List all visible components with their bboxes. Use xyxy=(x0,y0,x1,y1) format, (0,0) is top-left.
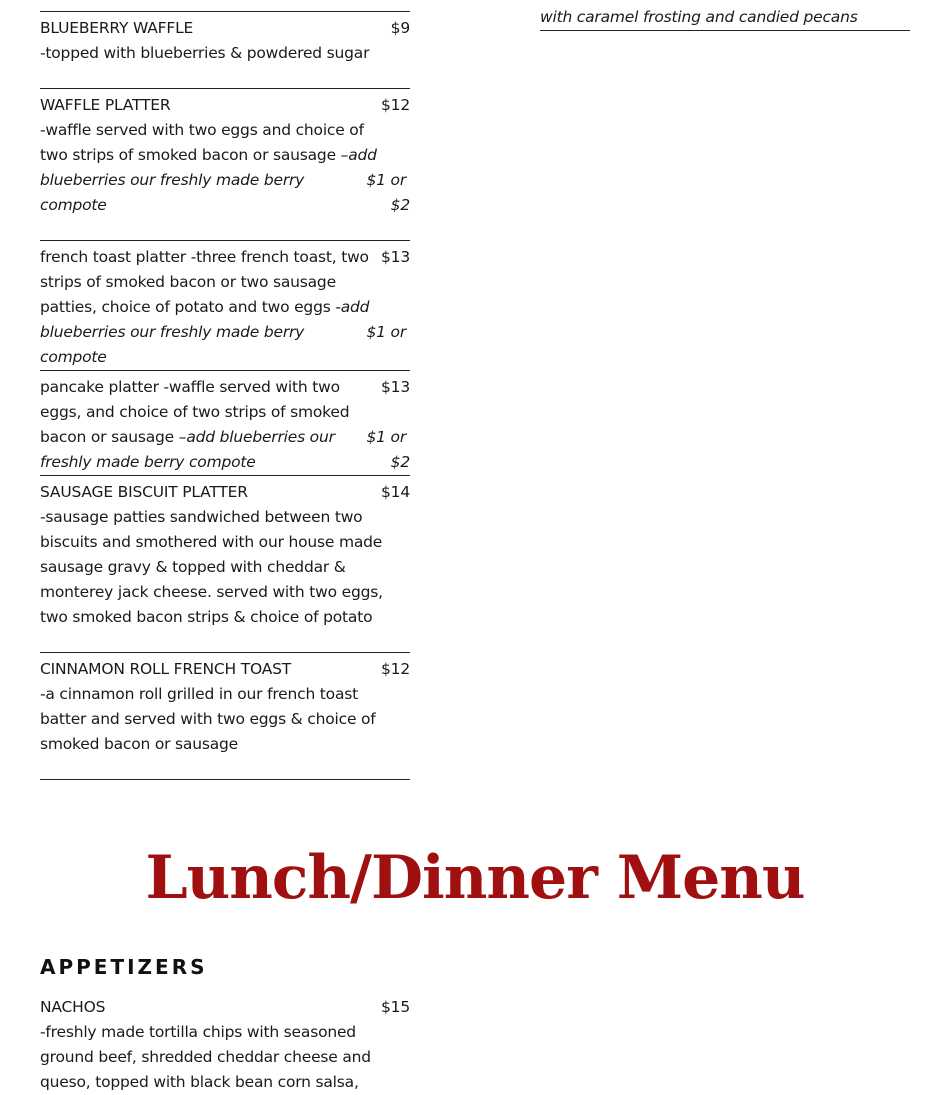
menu-item-description: batter and served with two eggs & choice of xyxy=(40,710,376,728)
addon-price: $1 or xyxy=(366,428,406,446)
addon-lead: add xyxy=(348,146,377,164)
divider xyxy=(40,11,410,12)
menu-item-description: -freshly made tortilla chips with seasoned xyxy=(40,1023,356,1041)
menu-item-description xyxy=(40,295,369,320)
section-heading: APPETIZERS xyxy=(40,955,208,979)
menu-item-description xyxy=(40,425,335,450)
menu-item-name: NACHOS xyxy=(40,998,106,1016)
menu-item-name: BLUEBERRY WAFFLE xyxy=(40,19,194,37)
menu-item-description: strips of smoked bacon or two sausage xyxy=(40,273,336,291)
divider xyxy=(40,475,410,476)
divider xyxy=(40,370,410,371)
addon-price: $2 xyxy=(390,453,410,471)
menu-item-name: SAUSAGE BISCUIT PLATTER xyxy=(40,483,248,501)
addon-price: $1 or xyxy=(366,323,406,341)
addon-text: compote xyxy=(40,348,107,366)
addon-price: $1 or xyxy=(366,171,406,189)
divider xyxy=(40,652,410,653)
divider xyxy=(40,779,410,780)
menu-item-price: $13 xyxy=(381,378,410,396)
divider xyxy=(40,240,410,241)
menu-item-name: WAFFLE PLATTER xyxy=(40,96,171,114)
menu-item-description: -topped with blueberries & powdered sugar xyxy=(40,44,370,62)
addon-text: compote xyxy=(40,196,107,214)
menu-item-price: $12 xyxy=(381,660,410,678)
description-text: patties, choice of potato and two eggs xyxy=(40,298,331,316)
menu-item-description: -waffle served with two eggs and choice of xyxy=(40,121,364,139)
description-text: two strips of smoked bacon or sausage – xyxy=(40,146,349,164)
menu-item-description: two smoked bacon strips & choice of potato xyxy=(40,608,373,626)
menu-item-description: ground beef, shredded cheddar cheese and xyxy=(40,1048,371,1066)
menu-item-name: pancake platter -waffle served with two xyxy=(40,378,340,396)
menu-item-description: -a cinnamon roll grilled in our french toast xyxy=(40,685,359,703)
menu-item-description: smoked bacon or sausage xyxy=(40,735,239,753)
addon-text: blueberries our freshly made berry xyxy=(40,323,305,341)
menu-item-description: biscuits and smothered with our house made xyxy=(40,533,383,551)
menu-item-price: $13 xyxy=(381,248,410,266)
menu-item-description: with caramel frosting and candied pecans xyxy=(540,8,858,26)
description-text: bacon or sausage – xyxy=(40,428,187,446)
menu-item-name: french toast platter -three french toast, two xyxy=(40,248,369,266)
addon-text: blueberries our freshly made berry xyxy=(40,171,305,189)
menu-item-description: eggs, and choice of two strips of smoked xyxy=(40,403,350,421)
page-title: Lunch/Dinner Menu xyxy=(145,843,805,913)
addon-lead: add blueberries our xyxy=(186,428,335,446)
menu-item-description: monterey jack cheese. served with two eggs, xyxy=(40,583,383,601)
menu-item-price: $14 xyxy=(381,483,410,501)
menu-item-price: $15 xyxy=(381,998,410,1016)
addon-price: $2 xyxy=(390,196,410,214)
menu-item-price: $9 xyxy=(390,19,410,37)
divider xyxy=(540,30,910,31)
menu-item-description xyxy=(40,143,377,168)
addon-text: freshly made berry compote xyxy=(40,453,256,471)
menu-item-description: sausage gravy & topped with cheddar & xyxy=(40,558,346,576)
addon-lead: -add xyxy=(335,298,370,316)
menu-item-description: queso, topped with black bean corn salsa, xyxy=(40,1073,359,1091)
menu-item-description: -sausage patties sandwiched between two xyxy=(40,508,363,526)
divider xyxy=(40,88,410,89)
menu-item-price: $12 xyxy=(381,96,410,114)
menu-item-name: CINNAMON ROLL FRENCH TOAST xyxy=(40,660,292,678)
